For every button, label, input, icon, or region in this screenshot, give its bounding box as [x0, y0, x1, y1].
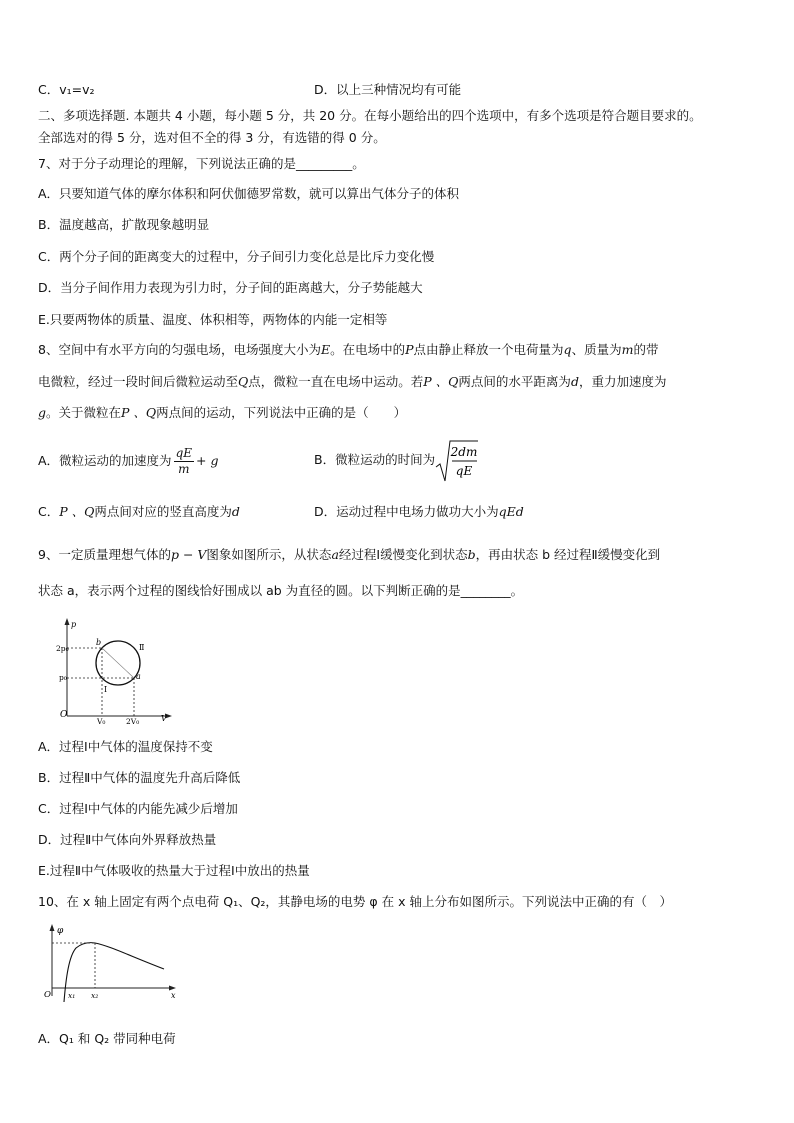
q8-option-b: B．微粒运动的时间为 2dm qE: [314, 437, 479, 484]
q8-line1: 8、空间中有水平方向的匀强电场，电场强度大小为E。在电场中的P点由静止释放一个电荷量为q、质量为m的带: [38, 342, 659, 357]
q9-option-c: C．过程Ⅰ中气体的内能先减少后增加: [38, 801, 238, 816]
q9-pv-diagram: [56, 616, 178, 724]
q9-axis-v: V: [161, 714, 167, 723]
q10-axis-x: x: [171, 991, 176, 1000]
section2-line1: 二、多项选择题. 本题共 4 小题，每小题 5 分，共 20 分。在每小题给出的四个选项中，有多个选项是符合题目要求的。: [38, 108, 702, 123]
q9-option-b: B．过程Ⅱ中气体的温度先升高后降低: [38, 770, 241, 785]
q6-option-d: D．以上三种情况均有可能: [314, 82, 462, 97]
q9-process-2: Ⅱ: [139, 643, 145, 652]
q8-b-sqrt: [435, 438, 479, 484]
q9-option-d: D．过程Ⅱ中气体向外界释放热量: [38, 832, 217, 847]
q10-origin: O: [44, 990, 51, 1000]
q10-axis-phi: φ: [57, 926, 64, 936]
q9-point-b: b: [96, 638, 102, 647]
q7-option-a: A．只要知道气体的摩尔体积和阿伏伽德罗常数，就可以算出气体分子的体积: [38, 186, 460, 201]
q8-option-c: C．P 、Q两点间对应的竖直高度为d: [38, 504, 240, 519]
q10-label-x2: x₂: [91, 991, 99, 1000]
section2-line2: 全部选对的得 5 分，选对但不全的得 3 分，有选错的得 0 分。: [38, 130, 386, 145]
q8-a-fraction: $\frac{qE}{m}$: [175, 446, 193, 476]
q8-line2: 电微粒，经过一段时间后微粒运动至Q点，微粒一直在电场中运动。若P 、Q两点间的水平距离为d，重力加速度为: [38, 374, 667, 389]
q9-option-e: E.过程Ⅱ中气体吸收的热量大于过程Ⅰ中放出的热量: [38, 863, 310, 878]
q9-process-1: Ⅰ: [104, 685, 108, 694]
q8-line3: g。关于微粒在P 、Q两点间的运动，下列说法中正确的是（ ）: [38, 405, 407, 420]
q7-option-d: D．当分子间作用力表现为引力时，分子间的距离越大，分子势能越大: [38, 280, 423, 295]
q9-line2: 状态 a，表示两个过程的图线恰好围成以 ab 为直径的圆。以下判断正确的是________。: [38, 583, 524, 598]
q9-option-a: A．过程Ⅰ中气体的温度保持不变: [38, 739, 213, 754]
q6-option-c: C．v₁=v₂: [38, 82, 95, 97]
q9-axis-p: p: [71, 620, 77, 629]
q8-b-denominator: qE: [455, 464, 473, 478]
q9-label-p0: p₀: [59, 673, 67, 682]
q8-option-a: A．微粒运动的加速度为 $\frac{qE}{m}$ + g: [38, 446, 219, 476]
q7-stem: 7、对于分子动理论的理解，下列说法正确的是_________。: [38, 156, 365, 171]
q10-potential-graph: [40, 922, 180, 1004]
q9-origin: O: [60, 710, 68, 720]
q9-label-v0: V₀: [97, 717, 106, 724]
q9-label-2p0: 2p₀: [56, 644, 69, 653]
q9-line1: 9、一定质量理想气体的p − V图象如图所示，从状态a经过程Ⅰ缓慢变化到状态b，再由状态 b 经过程Ⅱ缓慢变化到: [38, 547, 661, 562]
q7-option-e: E.只要两物体的质量、温度、体积相等，两物体的内能一定相等: [38, 312, 388, 327]
q10-label-x1: x₁: [68, 991, 76, 1000]
q10-option-a: A．Q₁ 和 Q₂ 带同种电荷: [38, 1031, 176, 1046]
q8-b-numerator: 2dm: [450, 445, 478, 459]
q10-stem: 10、在 x 轴上固定有两个点电荷 Q₁、Q₂，其静电场的电势 φ 在 x 轴上分布如图所示。下列说法中正确的有（ ）: [38, 894, 672, 909]
q7-option-b: B．温度越高，扩散现象越明显: [38, 217, 210, 232]
q9-label-2v0: 2V₀: [126, 717, 140, 724]
q8-option-d: D．运动过程中电场力做功大小为qEd: [314, 504, 524, 519]
q7-option-c: C．两个分子间的距离变大的过程中，分子间引力变化总是比斥力变化慢: [38, 249, 435, 264]
q9-point-a: a: [136, 672, 141, 681]
